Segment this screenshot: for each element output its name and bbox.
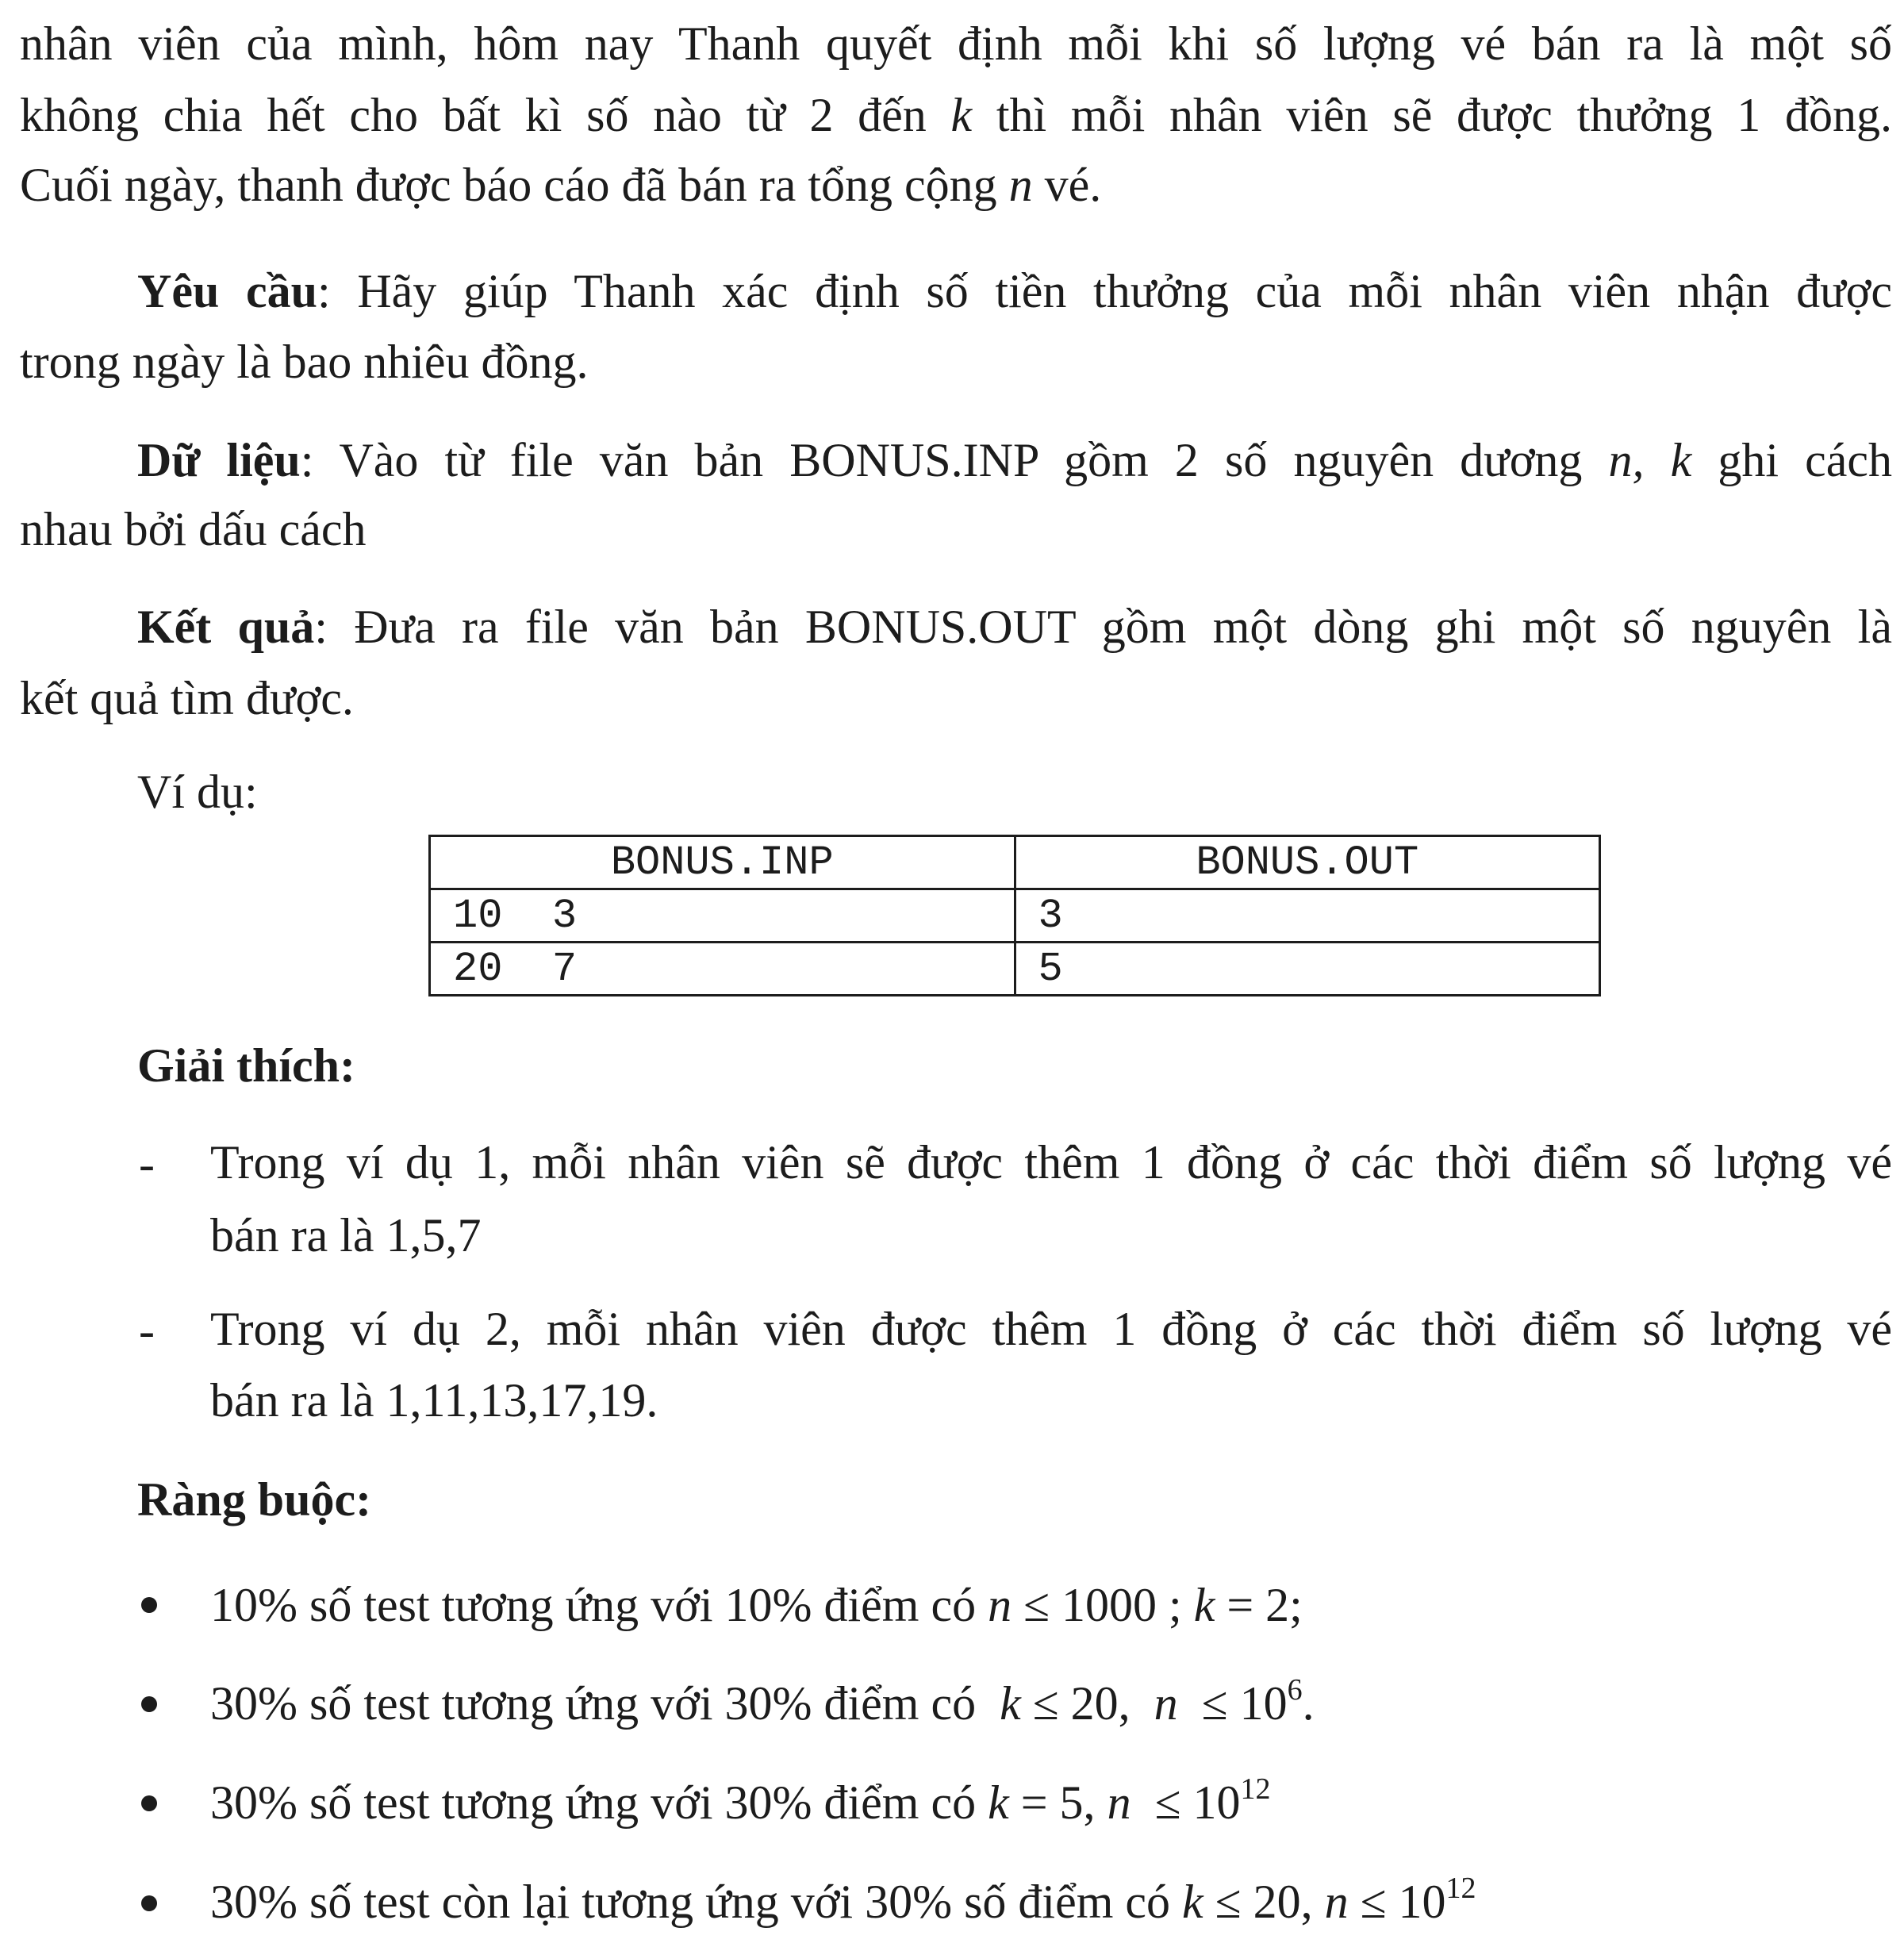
explanation-title-text: Giải thích:: [137, 1039, 356, 1092]
variable-n: n: [1008, 159, 1033, 211]
requirement-text-2: trong ngày là bao nhiêu đồng.: [20, 336, 589, 388]
requirement-line-2: [20, 334, 1892, 390]
explanation-item-2-text-2: bán ra là 1,11,13,17,19.: [210, 1374, 658, 1427]
intro-line-3-text-b: vé.: [1032, 159, 1102, 211]
intro-line-3-text-a: Cuối ngày, thanh được báo cáo đã bán ra tổng cộng: [20, 159, 1009, 211]
requirement-text-1: : Hãy giúp Thanh xác định số tiền thưởng của mỗi nhân viên nhận được: [317, 265, 1892, 317]
constraint-4-exponent: 12: [1445, 1872, 1476, 1905]
constraint-4-math-2: ≤ 10: [1348, 1876, 1446, 1928]
explanation-item-2-text-1: Trong ví dụ 2, mỗi nhân viên được thêm 1 đồng ở các thời điểm số lượng vé: [210, 1303, 1892, 1355]
constraint-1: [210, 1577, 1892, 1633]
intro-line-1: [20, 16, 1892, 71]
variables-n-k: n, k: [1608, 434, 1692, 486]
explanation-item-1-line-1: [210, 1135, 1892, 1190]
variable-n: n: [1107, 1776, 1131, 1829]
constraint-3-math-2: ≤ 10: [1130, 1776, 1241, 1829]
variable-n: n: [988, 1579, 1012, 1631]
constraint-3-exponent: 12: [1240, 1772, 1271, 1806]
explanation-item-2-line-2: [210, 1373, 1892, 1428]
table-header-output: BONUS.OUT: [1015, 836, 1600, 889]
variable-k: k: [950, 89, 973, 141]
output-line-1: [137, 599, 1892, 655]
input-line-1: [137, 432, 1892, 488]
table-row: [430, 889, 1600, 943]
table-header-input: BONUS.INP: [430, 836, 1015, 889]
constraint-2-math: ≤ 20,: [1020, 1677, 1154, 1730]
input-text-1a: : Vào từ file văn bản BONUS.INP gồm 2 số nguyên dương: [300, 434, 1609, 486]
table-cell-input: 20 7: [430, 943, 1015, 996]
variable-k: k: [988, 1776, 1009, 1829]
input-text-1b: ghi cách: [1691, 434, 1892, 486]
requirement-line-1: [137, 263, 1892, 319]
constraint-4-text: 30% số test còn lại tương ứng với 30% số điểm có: [210, 1876, 1183, 1928]
output-line-2: [20, 670, 1892, 726]
constraint-2-end: .: [1302, 1677, 1315, 1730]
intro-line-3: [20, 157, 1892, 213]
variable-k: k: [1193, 1579, 1215, 1631]
constraint-1-math: ≤ 1000 ;: [1012, 1579, 1194, 1631]
input-text-2: nhau bởi dấu cách: [20, 503, 367, 555]
constraints-title-text: Ràng buộc:: [137, 1473, 372, 1526]
intro-line-2-text-b: thì mỗi nhân viên sẽ được thưởng 1 đồng.: [972, 89, 1892, 141]
example-label-text: Ví dụ:: [137, 766, 258, 818]
explanation-item-1-text-2: bán ra là 1,5,7: [210, 1209, 482, 1261]
output-text-1: : Đưa ra file văn bản BONUS.OUT gồm một dòng ghi một số nguyên là: [314, 601, 1892, 653]
variable-n: n: [1324, 1876, 1349, 1928]
bullet-icon: [141, 1795, 157, 1811]
bullet-icon: [141, 1895, 157, 1911]
constraints-title: [137, 1472, 1892, 1527]
variable-k: k: [1000, 1677, 1021, 1730]
bullet-icon: [141, 1597, 157, 1613]
list-dash: -: [139, 1138, 155, 1190]
requirement-label: Yêu cầu: [137, 265, 317, 317]
constraint-1-math-2: = 2;: [1215, 1579, 1303, 1631]
table-cell-output: 5: [1015, 943, 1600, 996]
constraint-4-math: ≤ 20,: [1203, 1876, 1325, 1928]
table-header-row: [430, 836, 1600, 889]
example-table: [428, 835, 1601, 996]
table-cell-output: 3: [1015, 889, 1600, 943]
variable-k: k: [1182, 1876, 1203, 1928]
constraint-2: [210, 1673, 1892, 1731]
constraint-4: [210, 1874, 1892, 1930]
constraint-3-math: = 5,: [1008, 1776, 1107, 1829]
explanation-item-1-text-1: Trong ví dụ 1, mỗi nhân viên sẽ được thêm 1 đồng ở các thời điểm số lượng vé: [210, 1136, 1892, 1188]
list-dash: -: [139, 1304, 155, 1357]
bullet-icon: [141, 1696, 157, 1712]
output-label: Kết quả: [137, 601, 315, 653]
example-label: [137, 764, 1892, 820]
table-row: [430, 943, 1600, 996]
input-line-2: [20, 501, 1892, 557]
constraint-3: [210, 1772, 1892, 1830]
constraint-3-text: 30% số test tương ứng với 30% điểm có: [210, 1776, 988, 1829]
constraint-2-math-2: ≤ 10: [1177, 1677, 1288, 1730]
output-text-2: kết quả tìm được.: [20, 672, 354, 724]
constraint-2-text: 30% số test tương ứng với 30% điểm có: [210, 1677, 1000, 1730]
constraint-1-text: 10% số test tương ứng với 10% điểm có: [210, 1579, 988, 1631]
intro-line-2-text-a: không chia hết cho bất kì số nào từ 2 đến: [20, 89, 951, 141]
intro-line-1-text: nhân viên của mình, hôm nay Thanh quyết định mỗi khi số lượng vé bán ra là một số: [20, 17, 1892, 70]
intro-line-2: [20, 87, 1892, 143]
explanation-item-2-line-1: [210, 1301, 1892, 1357]
input-label: Dữ liệu: [137, 434, 301, 486]
explanation-title: [137, 1038, 1892, 1093]
constraint-2-exponent: 6: [1287, 1673, 1303, 1707]
table-cell-input: 10 3: [430, 889, 1015, 943]
variable-n: n: [1154, 1677, 1178, 1730]
explanation-item-1-line-2: [210, 1208, 1892, 1263]
